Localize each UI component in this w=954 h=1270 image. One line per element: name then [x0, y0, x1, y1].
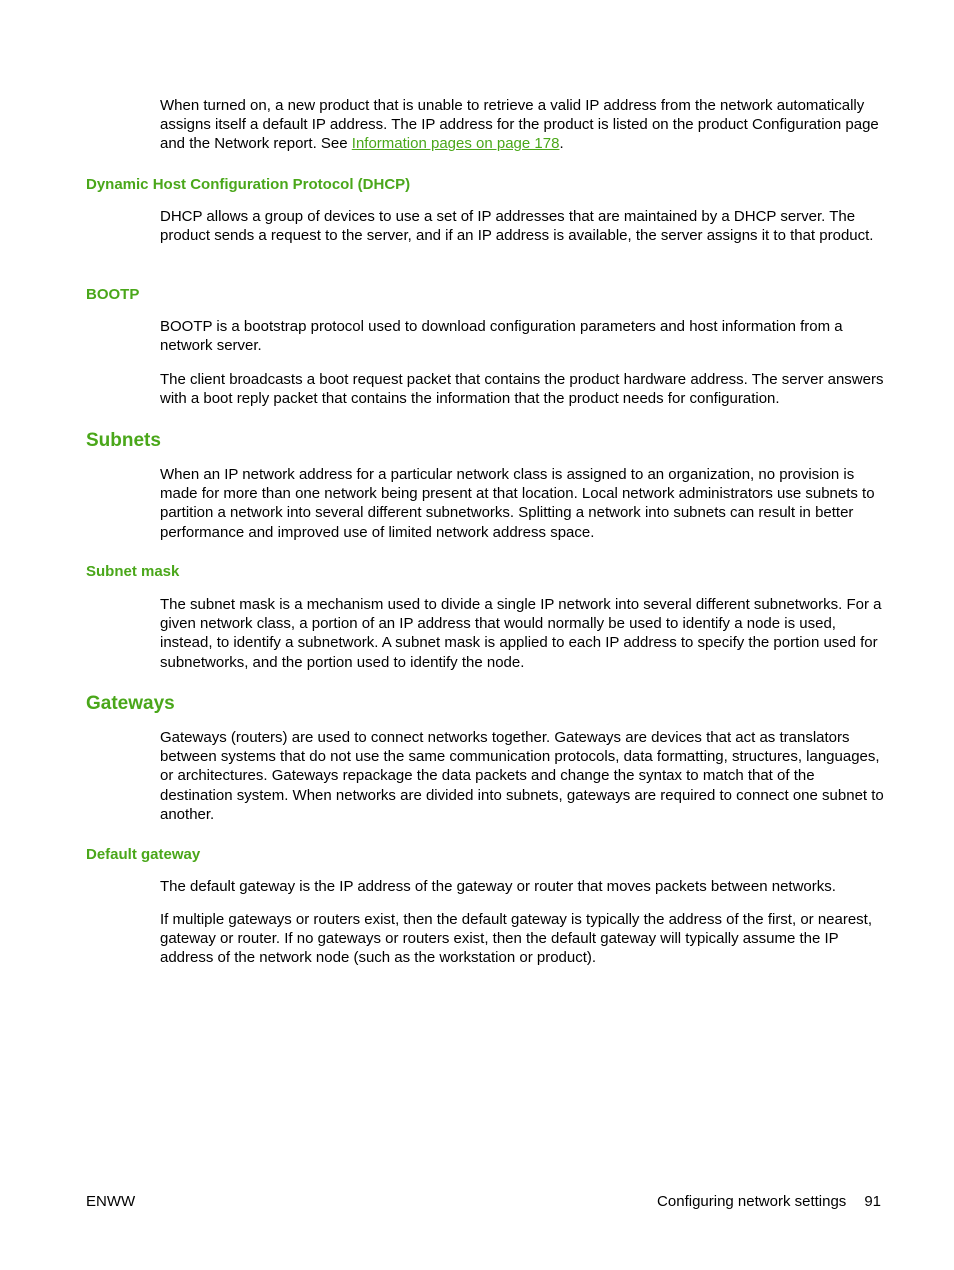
default-gateway-heading: Default gateway: [86, 846, 201, 863]
subnets-heading: Subnets: [86, 430, 161, 451]
gateways-heading: Gateways: [86, 693, 175, 714]
subnets-paragraph: When an IP network address for a particular network class is assigned to an organization, no provision is made for more than one network being present at that location. Local network administrators use subnets to partition a network into several different subnetworks. Splitting a network into subnets can result in better performance and improved use of limited network address space.: [160, 466, 875, 541]
bootp-heading: BOOTP: [86, 286, 140, 303]
bootp-paragraph-2: The client broadcasts a boot request packet that contains the product hardware address. The server answers with a boot reply packet that contains the information that the product needs for configuration.: [160, 371, 884, 408]
footer-section-title: Configuring network settings: [657, 1193, 847, 1210]
bootp-paragraph-1: BOOTP is a bootstrap protocol used to download configuration parameters and host information from a network server.: [160, 318, 843, 355]
intro-text: When turned on, a new product that is unable to retrieve a valid IP address from the network automatically assigns itself a default IP address. The IP address for the product is listed on the product Configuration page and the Network report. See: [160, 97, 879, 153]
subnet-mask-heading: Subnet mask: [86, 563, 180, 580]
default-gateway-paragraph-2: If multiple gateways or routers exist, then the default gateway is typically the address of the first, or nearest, gateway or router. If no gateways or routers exist, then the default gateway will typically assume the IP address of the network node (such as the workstation or product).: [160, 911, 873, 967]
intro-paragraph: [160, 96, 885, 154]
intro-text-end: .: [559, 135, 564, 153]
dhcp-heading: Dynamic Host Configuration Protocol (DHCP): [86, 176, 411, 193]
gateways-paragraph: Gateways (routers) are used to connect networks together. Gateways are devices that act as translators between systems that do not use the same communication protocols, data formatting, structures, languages, or architectures. Gateways repackage the data packets and change the syntax to match that of the destination system. When networks are divided into subnets, gateways are required to connect one subnet to another.: [160, 729, 884, 823]
subnet-mask-paragraph: The subnet mask is a mechanism used to divide a single IP network into several different subnetworks. For a given network class, a portion of an IP address that would normally be used to identify a node is used, instead, to identify a subnetwork. A subnet mask is applied to each IP address to specify the portion used for subnetworks, and the portion used to identify the node.: [160, 596, 882, 671]
footer-page-number: 91: [864, 1193, 881, 1210]
information-pages-link[interactable]: Information pages on page 178: [351, 135, 560, 153]
default-gateway-paragraph-1: The default gateway is the IP address of the gateway or router that moves packets between networks.: [160, 878, 836, 895]
footer-section-info: [657, 1192, 881, 1211]
footer-locale-code: ENWW: [86, 1193, 136, 1210]
dhcp-paragraph: DHCP allows a group of devices to use a set of IP addresses that are maintained by a DHCP server. The product sends a request to the server, and if an IP address is available, the server assigns it to that product.: [160, 208, 874, 245]
